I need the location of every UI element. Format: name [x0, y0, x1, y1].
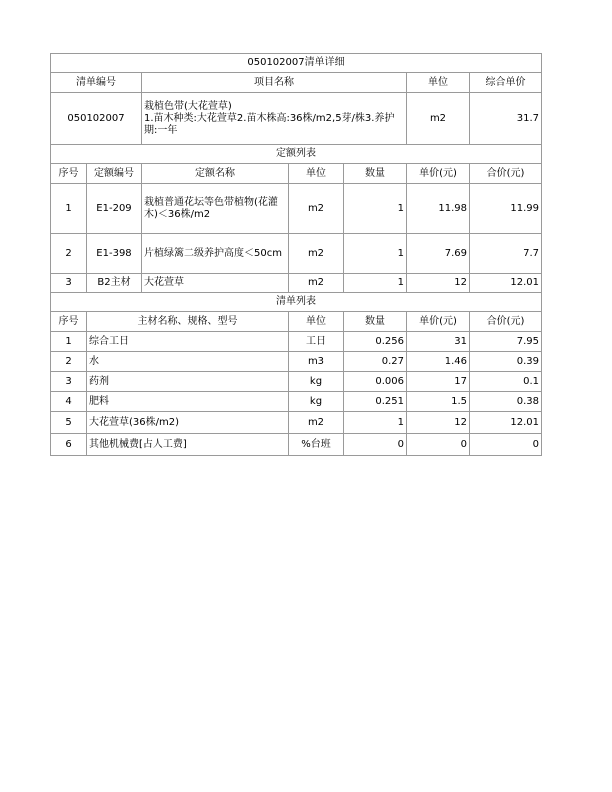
- quota-seq-header: 序号: [51, 164, 87, 184]
- quota-total: 7.7: [470, 234, 542, 274]
- material-seq: 6: [51, 434, 87, 456]
- bill-code-header: 清单编号: [51, 73, 142, 93]
- quota-name: 片植绿篱二级养护高度＜50cm: [142, 234, 289, 274]
- material-total: 0.39: [470, 352, 542, 372]
- material-total: 0: [470, 434, 542, 456]
- quota-section-title: 定额列表: [51, 145, 542, 164]
- material-unit: m2: [289, 412, 344, 434]
- material-unit-price: 0: [407, 434, 470, 456]
- quota-qty: 1: [344, 234, 407, 274]
- quota-qty: 1: [344, 184, 407, 234]
- material-qty: 1: [344, 412, 407, 434]
- material-unit-price: 12: [407, 412, 470, 434]
- quota-code: E1-398: [87, 234, 142, 274]
- material-total: 0.38: [470, 392, 542, 412]
- material-qty: 0.256: [344, 332, 407, 352]
- material-total-header: 合价(元): [470, 312, 542, 332]
- quota-seq: 1: [51, 184, 87, 234]
- material-qty-header: 数量: [344, 312, 407, 332]
- material-total: 7.95: [470, 332, 542, 352]
- quota-code-header: 定额编号: [87, 164, 142, 184]
- material-unit-price-header: 单价(元): [407, 312, 470, 332]
- material-row: [51, 372, 542, 392]
- quota-name: 大花萱草: [142, 274, 289, 293]
- material-unit: m3: [289, 352, 344, 372]
- quota-total: 11.99: [470, 184, 542, 234]
- material-unit-price: 31: [407, 332, 470, 352]
- quota-unit-price: 11.98: [407, 184, 470, 234]
- quota-name-header: 定额名称: [142, 164, 289, 184]
- material-qty: 0.27: [344, 352, 407, 372]
- bill-name: 栽植色带(大花萱草): [144, 100, 232, 112]
- material-seq-header: 序号: [51, 312, 87, 332]
- material-seq: 2: [51, 352, 87, 372]
- material-seq: 4: [51, 392, 87, 412]
- quota-total: 12.01: [470, 274, 542, 293]
- bill-unit-header: 单位: [407, 73, 470, 93]
- bill-features: 1.苗木种类:大花萱草2.苗木株高:36株/m2,5芽/株3.养护期:一年: [144, 112, 395, 136]
- material-row: [51, 434, 542, 456]
- material-seq: 1: [51, 332, 87, 352]
- bill-name-cell: [142, 93, 407, 145]
- material-row: [51, 412, 542, 434]
- material-qty: 0: [344, 434, 407, 456]
- material-name: 水: [87, 352, 289, 372]
- quota-unit-price-header: 单价(元): [407, 164, 470, 184]
- material-total: 0.1: [470, 372, 542, 392]
- bill-unit: m2: [407, 93, 470, 145]
- quota-qty-header: 数量: [344, 164, 407, 184]
- material-unit-price: 17: [407, 372, 470, 392]
- material-name: 其他机械费[占人工费]: [87, 434, 289, 456]
- material-unit-price: 1.5: [407, 392, 470, 412]
- material-name: 综合工日: [87, 332, 289, 352]
- quota-header-row: [51, 164, 542, 184]
- quota-unit-price: 12: [407, 274, 470, 293]
- bill-code: 050102007: [51, 93, 142, 145]
- bill-name-header: 项目名称: [142, 73, 407, 93]
- bill-header-row: [51, 73, 542, 93]
- quota-unit-header: 单位: [289, 164, 344, 184]
- bill-detail-table: [50, 53, 542, 312]
- quota-qty: 1: [344, 274, 407, 293]
- quota-code: B2主材: [87, 274, 142, 293]
- material-name-header: 主材名称、规格、型号: [87, 312, 289, 332]
- material-qty: 0.006: [344, 372, 407, 392]
- quota-seq: 2: [51, 234, 87, 274]
- material-seq: 3: [51, 372, 87, 392]
- material-row: [51, 332, 542, 352]
- bill-row: [51, 93, 542, 145]
- material-total: 12.01: [470, 412, 542, 434]
- material-unit: kg: [289, 392, 344, 412]
- material-qty: 0.251: [344, 392, 407, 412]
- material-name: 药剂: [87, 372, 289, 392]
- quota-unit-price: 7.69: [407, 234, 470, 274]
- material-row: [51, 352, 542, 372]
- quota-row: [51, 274, 542, 293]
- quota-unit: m2: [289, 184, 344, 234]
- quota-row: [51, 184, 542, 234]
- bill-price: 31.7: [470, 93, 542, 145]
- material-unit: kg: [289, 372, 344, 392]
- material-table: [50, 311, 542, 456]
- quota-seq: 3: [51, 274, 87, 293]
- quota-code: E1-209: [87, 184, 142, 234]
- material-section-title: 清单列表: [51, 293, 542, 312]
- quota-total-header: 合价(元): [470, 164, 542, 184]
- material-header-row: [51, 312, 542, 332]
- quota-name: 栽植普通花坛等色带植物(花灌木)＜36株/m2: [142, 184, 289, 234]
- material-seq: 5: [51, 412, 87, 434]
- material-unit: %台班: [289, 434, 344, 456]
- material-unit-header: 单位: [289, 312, 344, 332]
- bill-price-header: 综合单价: [470, 73, 542, 93]
- material-name: 肥料: [87, 392, 289, 412]
- quota-row: [51, 234, 542, 274]
- material-name: 大花萱草(36株/m2): [87, 412, 289, 434]
- material-unit-price: 1.46: [407, 352, 470, 372]
- quota-unit: m2: [289, 274, 344, 293]
- quota-unit: m2: [289, 234, 344, 274]
- page-title: 050102007清单详细: [51, 54, 542, 73]
- material-unit: 工日: [289, 332, 344, 352]
- material-row: [51, 392, 542, 412]
